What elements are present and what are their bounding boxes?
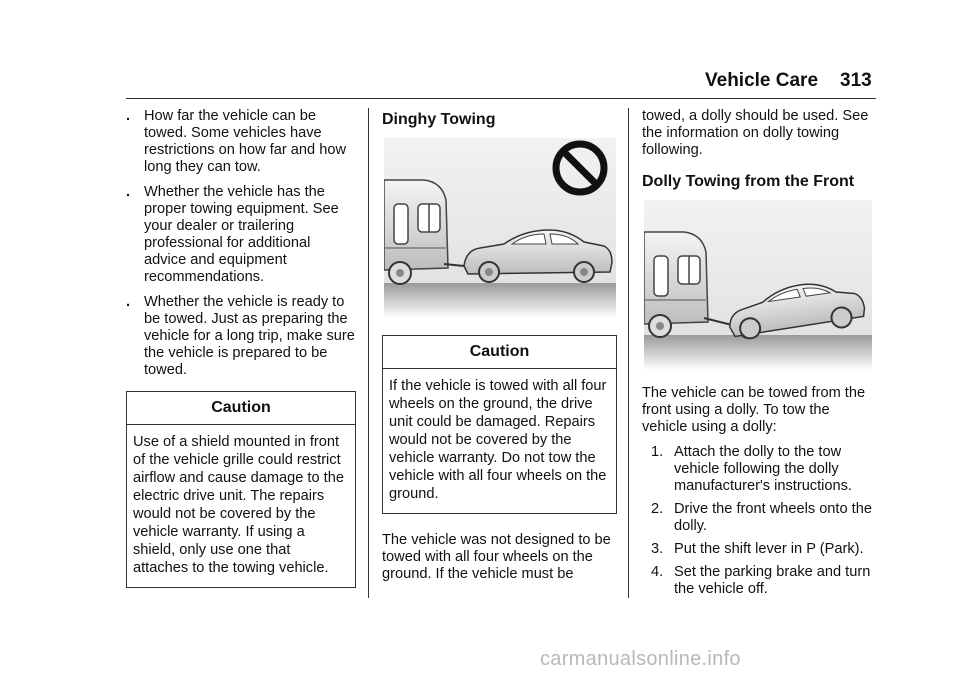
column-divider [628,108,629,598]
list-item [126,294,356,379]
column-1 [126,108,356,588]
bullet-text: Whether the vehicle is ready to be towed. Just as preparing the vehicle for a long trip, make sure the vehicle is prepared to be towed. [144,294,355,378]
step-number: 1. [651,444,664,460]
caution-body: Use of a shield mounted in front of the vehicle grille could restrict airflow and cause damage to the electric drive unit. The repairs would not be covered by the vehicle warranty. If using a shield, only use one that attaches to the towing vehicle. [133,434,344,576]
header-rule [126,98,876,99]
step-text: Put the shift lever in P (Park). [674,541,864,557]
column-3 [642,108,877,604]
page-header [0,0,960,100]
caution-box-shield [126,391,356,588]
dinghy-towing-illustration [384,138,617,323]
step-number: 4. [651,564,664,580]
caution-title: Caution [469,343,530,360]
caution-box-dinghy [382,335,617,514]
dolly-intro: The vehicle can be towed from the front using a dolly. To tow the vehicle using a dolly: [642,385,866,435]
step-text: Drive the front wheels onto the dolly. [674,501,872,534]
page-number: 313 [840,70,872,91]
step-text: Set the parking brake and turn the vehicle off. [674,564,871,597]
caution-title: Caution [211,399,271,416]
considerations-list [126,108,356,379]
dolly-towing-illustration [644,200,877,375]
list-item [126,108,356,176]
dolly-towing-heading: Dolly Towing from the Front [642,173,855,190]
watermark: carmanualsonline.info [540,648,741,670]
caution-body: If the vehicle is towed with all four wheels on the ground, the drive unit could be damaged. Repairs would not be covered by the vehicle warranty. Do not tow the vehicle with all four wheels on the ground. [389,378,607,502]
bullet-text: Whether the vehicle has the proper towing equipment. See your dealer or trailering professional for additional advice and equipment recommendations. [144,184,339,285]
dolly-steps [642,444,877,598]
list-item [126,184,356,286]
column-2 [382,108,617,591]
bullet-marker: . [126,184,131,200]
dinghy-paragraph: The vehicle was not designed to be towed with all four wheels on the ground. If the vehicle must be [382,532,611,582]
continuation-paragraph: towed, a dolly should be used. See the information on dolly towing following. [642,108,869,158]
step-number: 3. [651,541,664,557]
bullet-marker: . [126,294,131,310]
bullet-text: How far the vehicle can be towed. Some vehicles have restrictions on how far and how long they can tow. [144,108,346,175]
step-text: Attach the dolly to the tow vehicle following the dolly manufacturer's instructions. [674,444,852,494]
list-item [642,501,877,535]
dinghy-towing-heading: Dinghy Towing [382,111,496,128]
step-number: 2. [651,501,664,517]
list-item [642,564,877,598]
column-divider [368,108,369,598]
bullet-marker: . [126,108,131,124]
list-item [642,444,877,495]
section-title: Vehicle Care [705,70,819,91]
list-item [642,541,877,558]
